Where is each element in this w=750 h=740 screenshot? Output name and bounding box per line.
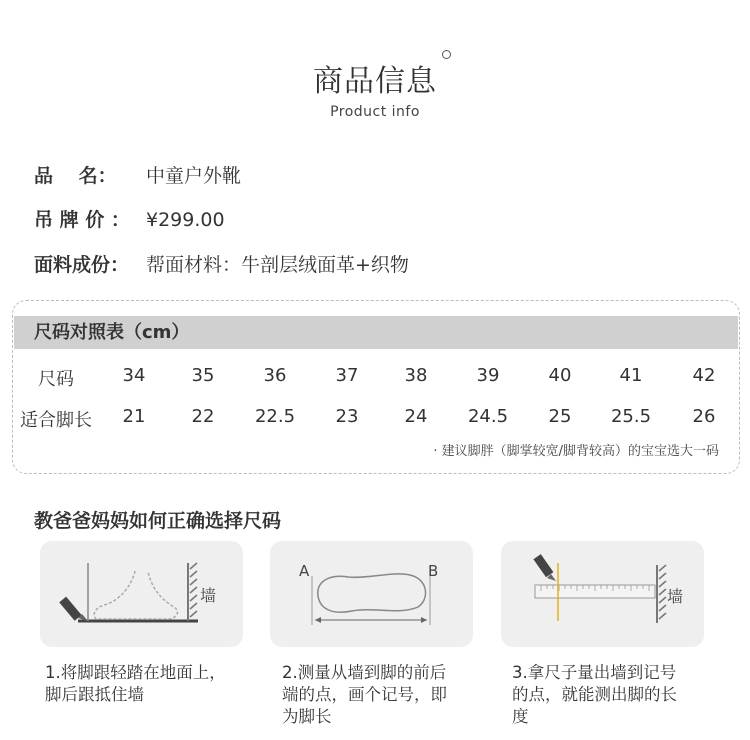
foot-length-cell: 24.5 — [467, 406, 509, 427]
foot-length-cell: 21 — [122, 406, 146, 427]
point-b-label: B — [428, 562, 439, 580]
ruler-measure-illustration — [501, 541, 704, 647]
info-row-name — [34, 161, 241, 188]
info-value: ¥299.00 — [146, 209, 225, 231]
foot-length-cell: 24 — [404, 406, 428, 427]
size-cell: 38 — [404, 365, 428, 386]
point-a-label: A — [299, 562, 310, 580]
page-title: 商品信息 — [313, 56, 437, 100]
size-cell: 37 — [335, 365, 359, 386]
info-label: 面料成份： — [34, 254, 130, 276]
row-label-foot-length: 适合脚长 — [20, 410, 92, 431]
size-cell: 34 — [122, 365, 146, 386]
size-cell: 36 — [263, 365, 287, 386]
step-line: 脚后跟抵住墙 — [45, 685, 144, 704]
guide-card-3 — [501, 541, 704, 647]
size-cell: 35 — [191, 365, 215, 386]
info-row-material — [34, 250, 409, 277]
step-line: 2.测量从墙到脚的前后 — [282, 663, 447, 682]
wall-label: 墙 — [200, 586, 217, 605]
guide-step-1 — [45, 662, 226, 706]
guide-step-2 — [282, 662, 447, 728]
size-chart-title: 尺码对照表（cm） — [14, 316, 738, 349]
pencil-icon — [59, 597, 88, 621]
step-line: 的点，就能测出脚的长 — [512, 685, 677, 704]
footprint-measure-illustration — [270, 541, 473, 647]
pencil-icon — [533, 554, 556, 581]
page-subtitle: Product info — [330, 104, 420, 120]
guide-title: 教爸爸妈妈如何正确选择尺码 — [34, 510, 282, 532]
guide-card-2 — [270, 541, 473, 647]
foot-length-cell: 26 — [692, 406, 716, 427]
step-line: 1.将脚跟轻踏在地面上， — [45, 663, 226, 682]
wall-label: 墙 — [667, 587, 684, 606]
info-label: 吊 牌 价 ： — [34, 209, 130, 231]
header — [0, 56, 750, 120]
foot-length-cell: 25.5 — [610, 406, 652, 427]
step-line: 度 — [512, 707, 529, 726]
size-cell: 40 — [548, 365, 572, 386]
size-cell: 39 — [476, 365, 500, 386]
row-label-size: 尺码 — [38, 369, 74, 390]
foot-length-cell: 25 — [548, 406, 572, 427]
info-value: 中童户外靴 — [146, 165, 242, 187]
size-cell: 42 — [692, 365, 716, 386]
footprint-icon — [318, 574, 426, 612]
foot-length-cell: 23 — [335, 406, 359, 427]
degree-circle-icon — [442, 50, 451, 59]
guide-card-1 — [40, 541, 243, 647]
foot-against-wall-illustration — [40, 541, 243, 647]
step-line: 为脚长 — [282, 707, 332, 726]
foot-length-cell: 22 — [191, 406, 215, 427]
size-cell: 41 — [619, 365, 643, 386]
ruler-icon — [535, 585, 655, 598]
info-row-price — [34, 205, 225, 232]
step-line: 端的点，画个记号，即 — [282, 685, 447, 704]
info-value: 帮面材料：牛剖层绒面革+织物 — [146, 254, 409, 276]
size-note: · 建议脚胖（脚掌较宽/脚背较高）的宝宝选大一码 — [433, 444, 719, 459]
step-line: 3.拿尺子量出墙到记号 — [512, 663, 677, 682]
info-label: 品 名： — [34, 165, 117, 187]
guide-step-3 — [512, 662, 677, 728]
foot-length-cell: 22.5 — [254, 406, 296, 427]
